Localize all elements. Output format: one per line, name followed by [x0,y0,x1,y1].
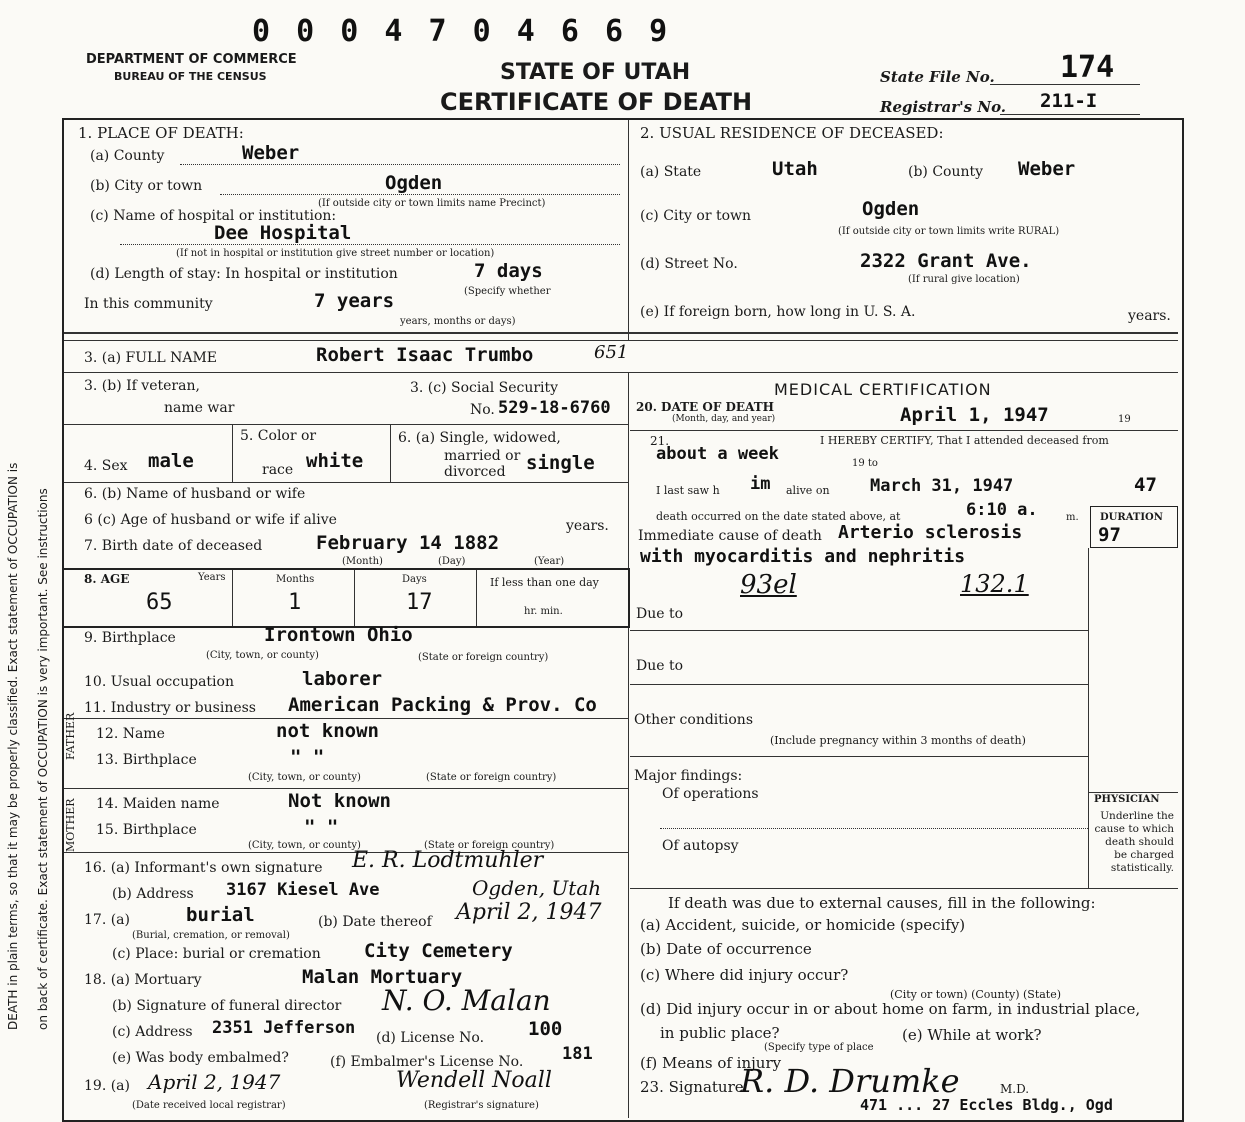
state-file-label: State File No. [880,68,995,86]
marital-label-3: divorced [444,464,506,480]
birthplace-value: Irontown Ohio [264,624,413,646]
sex-label: 4. Sex [84,458,128,474]
underline-note: Underline the cause to which death should be charged statistically. [1094,810,1174,874]
autopsy-label: Of autopsy [662,838,739,854]
mother-birth-label: 15. Birthplace [96,822,197,838]
last-saw-year: 47 [1134,474,1157,496]
sex-value: male [148,450,194,472]
burial-note: (Burial, cremation, or removal) [132,930,290,941]
cert-title: CERTIFICATE OF DEATH [440,88,753,116]
informant-addr-hand: Ogden, Utah [472,876,602,900]
maiden-label: 14. Maiden name [96,796,220,812]
dod-note: (Month, day, and year) [672,414,776,424]
full-name-label: 3. (a) FULL NAME [84,350,217,366]
informant-signature: E. R. Lodtmuhler [352,848,544,873]
director-signature: N. O. Malan [382,984,551,1017]
dept-label: DEPARTMENT OF COMMERCE [86,52,297,67]
attended-to: 19 to [852,458,878,469]
foreign-label: (e) If foreign born, how long in U. S. A. [640,304,916,320]
race-value: white [306,450,364,472]
duration-value: 97 [1098,524,1121,546]
marital-value: single [526,452,595,474]
res-city-label: (c) City or town [640,208,752,224]
birth-label: 7. Birth date of deceased [84,538,263,554]
father-state-note: (State or foreign country) [426,772,557,783]
cause-code-2: 132.1 [960,570,1029,598]
burial-date-label: (b) Date thereof [318,914,432,930]
birth-year: (Year) [534,556,565,567]
city-label: (b) City or town [90,178,203,194]
burial-date-value: April 2, 1947 [456,900,602,925]
res-county-label: (b) County [908,164,984,180]
last-saw-value: March 31, 1947 [870,476,1014,496]
street-label: (d) Street No. [640,256,738,272]
industry-label: 11. Industry or business [84,700,256,716]
hospital-value: Dee Hospital [214,222,352,244]
war-label: name war [164,400,235,416]
ss-label: 3. (c) Social Security [410,380,559,396]
occupation-value: laborer [302,668,383,690]
hospital-note: (If not in hospital or institution give street number or location) [176,248,495,259]
birthplace-state-note: (State or foreign country) [418,652,549,663]
father-label: FATHER [64,712,77,760]
external-c-note: (City or town) (County) (State) [890,988,1062,1001]
dod-19: 19 [1118,414,1131,425]
received-label: 19. (a) [84,1078,130,1094]
cause-2: with myocarditis and nephritis [640,546,966,567]
marital-label: 6. (a) Single, widowed, [398,430,561,446]
physician-address: 471 ... 27 Eccles Bldg., Ogd [860,1096,1113,1114]
external-c: (c) Where did injury occur? [640,966,849,984]
street-note: (If rural give location) [908,274,1020,285]
physician-sig-label: 23. Signature [640,1078,744,1096]
street-value: 2322 Grant Ave. [860,250,1032,272]
due-to-2: Due to [636,658,684,674]
stay-value: 7 days [474,260,543,282]
license-value: 100 [528,1018,563,1040]
operations-label: Of operations [662,786,759,802]
race-label: race [262,462,294,478]
medical-title: MEDICAL CERTIFICATION [774,380,992,399]
veteran-label: 3. (b) If veteran, [84,378,200,394]
attended-value: about a week [656,444,779,464]
father-birth-ditto: " " [290,746,325,768]
bureau-label: BUREAU OF THE CENSUS [114,70,267,83]
external-intro: If death was due to external causes, fill in the following: [668,894,1096,912]
time-m: m. [1066,512,1079,523]
age-label: 8. AGE [84,572,130,586]
time-value: 6:10 a. [966,500,1038,520]
mortuary-addr-label: (c) Address [112,1024,193,1040]
serial-number: 0 0 0 4 7 0 4 6 6 9 [252,14,672,49]
age-months-label: Months [276,574,315,585]
registrar-value: 211-I [1040,90,1098,112]
res-county-value: Weber [1018,158,1076,180]
dod-value: April 1, 1947 [900,404,1049,426]
father-name-value: not known [276,720,379,742]
cause-1: Arterio sclerosis [838,522,1023,543]
birthplace-city-note: (City, town, or county) [206,650,319,661]
spouse-age-label: 6 (c) Age of husband or wife if alive [84,512,337,528]
ss-no-label: No. [470,402,495,418]
father-name-label: 12. Name [96,726,165,742]
county-value: Weber [242,142,300,164]
hospital-label: (c) Name of hospital or institution: [90,208,337,224]
external-d: (d) Did injury occur in or about home on farm, in industrial place, [640,1000,1141,1018]
mother-label: MOTHER [64,798,77,852]
age-months: 1 [288,590,302,615]
md-label: M.D. [1000,1082,1030,1096]
father-city-note: (City, town, or county) [248,772,361,783]
place-of-death-label: 1. PLACE OF DEATH: [78,124,244,142]
mother-state-note: (State or foreign country) [424,840,555,851]
res-city-value: Ogden [862,198,920,220]
stay-label: (d) Length of stay: In hospital or institution [90,266,398,282]
age-less-label: If less than one day [490,576,599,589]
other-conditions-label: Other conditions [634,712,754,728]
full-name-value: Robert Isaac Trumbo [316,344,534,366]
age-days-label: Days [402,574,427,585]
industry-value: American Packing & Prov. Co [288,694,597,716]
embalmed-label: (e) Was body embalmed? [112,1050,289,1066]
specify-type-note: (Specify type of place [764,1042,874,1053]
marital-label-2: married or [444,448,521,464]
mortuary-label: 18. (a) Mortuary [84,972,202,988]
external-e: (e) While at work? [902,1026,1042,1044]
birth-month: (Month) [342,556,383,567]
res-city-note: (If outside city or town limits write RURAL) [838,226,1060,237]
received-note: (Date received local registrar) [132,1100,286,1111]
ss-value: 529-18-6760 [498,398,611,418]
city-note: (If outside city or town limits name Precinct) [318,198,546,209]
birthplace-label: 9. Birthplace [84,630,176,646]
state-title: STATE OF UTAH [500,60,691,85]
informant-addr-label: (b) Address [112,886,194,902]
foreign-suffix: years. [1128,308,1171,324]
specify-note: (Specify whether [464,286,551,297]
ymd-note: years, months or days) [400,316,516,327]
director-label: (b) Signature of funeral director [112,998,342,1014]
cause-code-1: 93el [740,570,797,600]
last-saw-him: im [750,474,771,494]
side-instructions-2: on back of certificate. Exact statement of OCCUPATION is very important. See instructions [36,488,50,1030]
county-label: (a) County [90,148,165,164]
certify-number: 21. [650,434,670,448]
maiden-value: Not known [288,790,391,812]
father-birth-label: 13. Birthplace [96,752,197,768]
mother-birth-ditto: " " [304,816,339,838]
duration-label: DURATION [1100,512,1163,523]
external-b: (b) Date of occurrence [640,940,812,958]
color-label: 5. Color or [240,428,317,444]
birth-value: February 14 1882 [316,532,500,554]
registrar-note: (Registrar's signature) [424,1100,539,1111]
name-mark: 651 [594,342,629,363]
external-a: (a) Accident, suicide, or homicide (specify) [640,916,966,934]
age-years-label: Years [198,572,226,583]
physician-label: PHYSICIAN [1094,794,1160,805]
age-days: 17 [406,590,433,615]
res-state-label: (a) State [640,164,702,180]
license-label: (d) License No. [376,1030,485,1046]
mortuary-value: Malan Mortuary [302,966,463,988]
external-f: (f) Means of injury [640,1054,782,1072]
registrar-label: Registrar's No. [880,98,1007,116]
dod-label: 20. DATE OF DEATH [636,400,774,414]
spouse-label: 6. (b) Name of husband or wife [84,486,306,502]
major-findings-label: Major findings: [634,768,743,784]
embalmer-license-label: (f) Embalmer's License No. [330,1054,524,1070]
mortuary-addr-value: 2351 Jefferson [212,1018,356,1038]
birth-day: (Day) [438,556,466,567]
community-value: 7 years [314,290,395,312]
immediate-label: Immediate cause of death [638,528,822,544]
alive-on-label: alive on [786,484,830,497]
pregnancy-note: (Include pregnancy within 3 months of death) [770,734,1026,747]
age-hrmin: hr. min. [524,606,563,617]
burial-num-label: 17. (a) [84,912,130,928]
registrar-signature: Wendell Noall [396,1068,552,1093]
state-file-value: 174 [1060,50,1115,85]
city-value: Ogden [385,172,443,194]
due-to-1: Due to [636,606,684,622]
informant-addr-value: 3167 Kiesel Ave [226,880,380,900]
age-years: 65 [146,590,173,615]
certify-text: I HEREBY CERTIFY, That I attended deceased from [820,434,1109,447]
side-instructions-1: DEATH in plain terms, so that it may be properly classified. Exact statement of OCCUPATION is [6,462,20,1030]
informant-sig-label: 16. (a) Informant's own signature [84,860,323,876]
mother-city-note: (City, town, or county) [248,840,361,851]
last-saw-label: I last saw h [656,484,720,497]
death-occurred-label: death occurred on the date stated above, at [656,510,901,523]
spouse-age-years: years. [566,518,609,534]
received-date: April 2, 1947 [148,1070,281,1094]
external-d2: in public place? [660,1024,780,1042]
residence-label: 2. USUAL RESIDENCE OF DECEASED: [640,124,944,142]
physician-signature: R. D. Drumke [740,1062,960,1100]
embalmer-license-value: 181 [562,1044,593,1064]
res-state-value: Utah [772,158,818,180]
community-label: In this community [84,296,213,312]
occupation-label: 10. Usual occupation [84,674,234,690]
burial-place-value: City Cemetery [364,940,513,962]
burial-value: burial [186,904,255,926]
burial-place-label: (c) Place: burial or cremation [112,946,321,962]
